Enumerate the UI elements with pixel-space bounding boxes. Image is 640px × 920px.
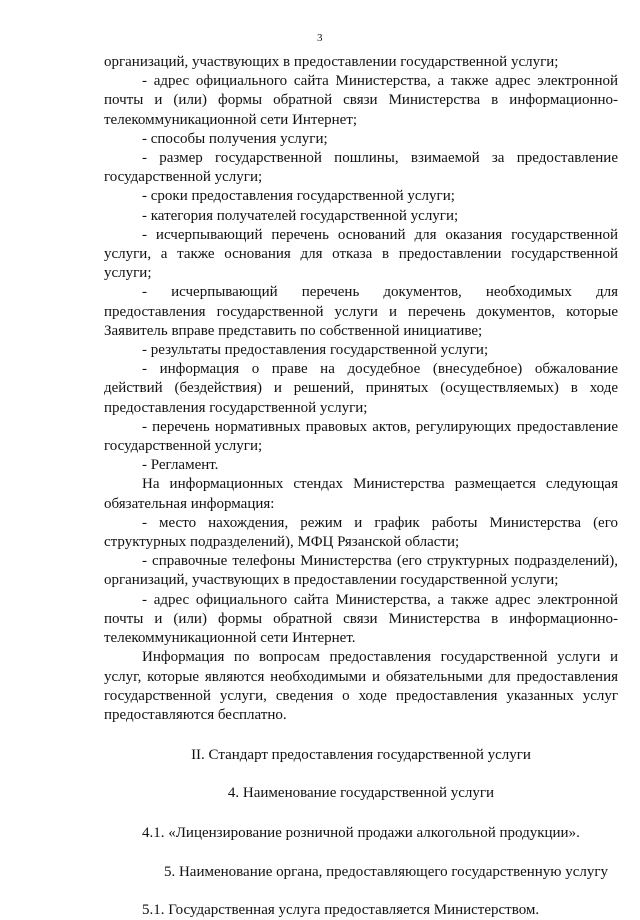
paragraph-continuation: организаций, участвующих в предоставлении государственной услуги;	[104, 54, 559, 70]
subsection-4-heading: 4. Наименование государственной услуги	[227, 785, 495, 802]
clause-4-1: 4.1. «Лицензирование розничной продажи алкогольной продукции».	[142, 824, 580, 841]
subsection-5-heading: 5. Наименование органа, предоставляющего государственную услугу	[163, 863, 609, 880]
document-body	[104, 53, 618, 920]
list-item-terms: - сроки предоставления государственной услуги;	[142, 188, 455, 205]
list-item-regulation: - Регламент.	[142, 457, 219, 474]
paragraph-free-info: Информация по вопросам предоставления государственной услуги и услуг, которые являются необходимыми и обязательными для предоставления государственной услуги, сведения о ходе предоставления указанных услуг предоставляются бесплатно.	[104, 649, 618, 723]
list-item-location: - место нахождения, режим и график работы Министерства (его структурных подразделений), МФЦ Рязанской области;	[104, 514, 618, 551]
clause-5-1: 5.1. Государственная услуга предоставляется Министерством.	[142, 901, 540, 918]
list-item-site-address: - адрес официального сайта Министерства, а также адрес электронной почты и (или) формы обратной связи Министерства в информационно-телекоммуникационной сети Интернет.	[104, 591, 618, 647]
list-item-ways-to-get: - способы получения услуги;	[142, 130, 328, 147]
list-item-results: - результаты предоставления государственной услуги;	[142, 342, 489, 359]
list-item-legal-acts: - перечень нормативных правовых актов, регулирующих предоставление государственной услуги;	[104, 418, 618, 455]
list-item-documents: - исчерпывающий перечень документов, необходимых для предоставления государственной услуги и перечень документов, которые Заявитель вправе представить по собственной инициативе;	[104, 284, 618, 339]
section-heading: II. Стандарт предоставления государственной услуги	[191, 747, 531, 764]
list-item-recipients: - категория получателей государственной услуги;	[142, 207, 459, 224]
list-item-official-site: - адрес официального сайта Министерства, а также адрес электронной почты и (или) формы обратной связи Министерства в информационно-телекоммуникационной сети Интернет;	[104, 73, 618, 128]
page-number: 3	[317, 32, 323, 44]
list-item-state-fee: - размер государственной пошлины, взимаемой за предоставление государственной услуги;	[104, 150, 618, 186]
list-item-grounds: - исчерпывающий перечень оснований для оказания государственной услуги, а также основания для отказа в предоставлении государственной услуги;	[104, 226, 618, 282]
list-item-phones: - справочные телефоны Министерства (его структурных подразделений), организаций, участвующих в предоставлении государственной услуги;	[104, 553, 618, 589]
list-item-appeal: - информация о праве на досудебное (внесудебное) обжалование действий (бездействия) и решений, принятых (осуществляемых) в ходе предоставления государственной услуги;	[104, 361, 618, 416]
paragraph-stands: На информационных стендах Министерства размещается следующая обязательная информация:	[104, 476, 618, 512]
